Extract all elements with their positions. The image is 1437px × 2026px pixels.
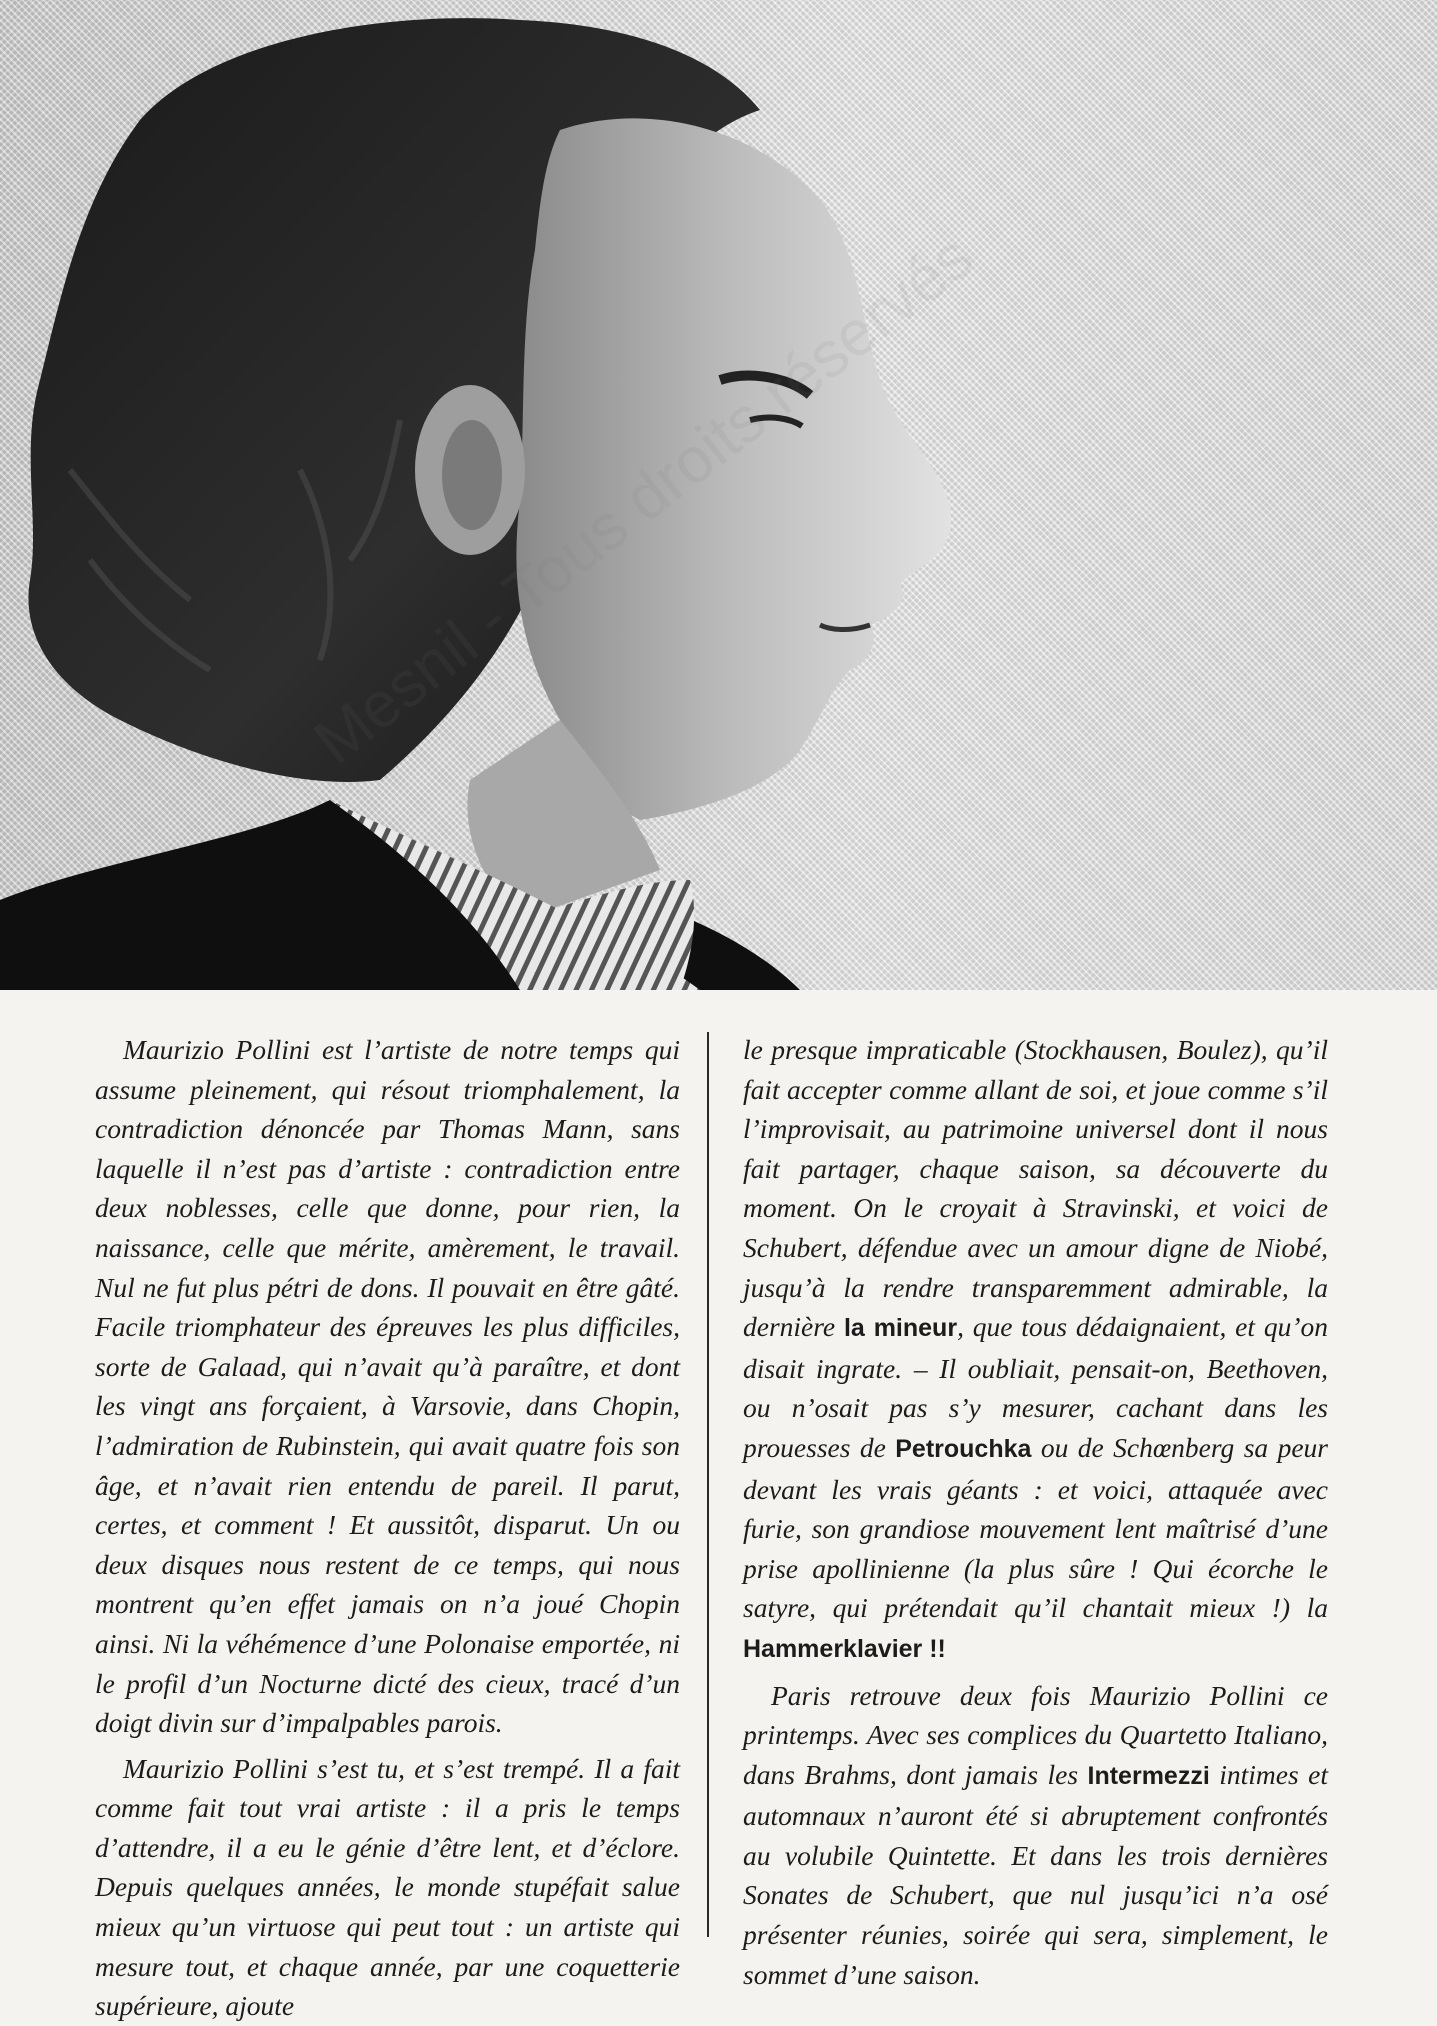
work-title: Hammerklavier !! <box>743 1634 946 1663</box>
article-column-left <box>95 1030 680 2026</box>
text-run: ou de Schœnberg sa peur devant les vrais géants : et voici, attaquée avec furie, son grandiose mouvement lent maîtrisé d’une prise apollinienne (la plus sûre ! Qui écorche le satyre, qui prétendait qu’il chantait mieux !) la <box>743 1431 1328 1624</box>
article-body <box>95 1030 1345 2022</box>
watermark: réservés <box>748 220 986 428</box>
work-title: la mineur <box>843 1314 958 1343</box>
text-run: le presque impraticable (Stockhausen, Boulez), qu’il fait accepter comme allant de soi, et joue comme s’il l’improvisait, au patrimoine universel dont il nous fait partager, chaque saison, sa découverte du moment. On le croyait à Stravinski, et voici de Schubert, défendue avec un amour digne de Niobé, jusqu’à la rendre transparemment admirable, la dernière <box>743 1034 1328 1343</box>
paragraph <box>743 1030 1328 1670</box>
jacket-shape <box>0 800 520 990</box>
paragraph: Maurizio Pollini est l’artiste de notre temps qui assume pleinement, qui résout triomphalement, la contradiction dénoncée par Thomas Mann, sans laquelle il n’est pas d’artiste : contradiction entre deux noblesses, celle que donne, pour rien, la naissance, celle que mérite, amèrement, le travail. Nul ne fut plus pétri de dons. Il pouvait en être gâté. Facile triomphateur des épreuves les plus difficiles, sorte de Galaad, qui n’avait qu’à paraître, et dont les vingt ans forçaient, à Varsovie, dans Chopin, l’admiration de Rubinstein, qui avait quatre fois son âge, et n’avait rien entendu de pareil. Il parut, certes, et comment ! Et aussitôt, disparut. Un ou deux disques nous restent de ce temps, qui nous montrent qu’en effet jamais on n’a joué Chopin ainsi. Ni la véhémence d’une Polonaise emportée, ni le profil d’un Nocturne dicté des cieux, tracé d’un doigt divin sur d’impalpables parois. <box>95 1034 680 1739</box>
text-run: Paris retrouve deux fois Maurizio Pollini ce printemps. Avec ses complices du Quartetto Italiano, dans Brahms, dont jamais les <box>743 1679 1328 1790</box>
portrait-photo <box>0 0 1437 990</box>
text-run: , que tous dédaignaient, et qu’on disait ingrate. – Il oubliait, pensait-on, Beethoven, ou n’osait pas s’y mesurer, cachant dans les prouesses de <box>743 1311 1328 1463</box>
work-title: Petrouchka <box>895 1434 1032 1463</box>
face-shape <box>516 118 951 820</box>
paragraph: Maurizio Pollini s’est tu, et s’est trempé. Il a fait comme fait tout vrai artiste : il a pris le temps d’attendre, il a eu le génie d’être lent, et d’éclore. Depuis quelques années, le monde stupéfait salue mieux qu’un virtuose qui peut tout : un artiste qui mesure tout, et chaque année, par une coquetterie supérieure, ajoute <box>95 1752 680 2022</box>
article-column-right <box>743 1030 1328 1994</box>
paragraph <box>743 1676 1328 1995</box>
work-title: Intermezzi <box>1087 1761 1210 1790</box>
portrait-illustration <box>0 0 1437 990</box>
text-run: intimes et automnaux n’auront été si abruptement confrontés au volubile Quintette. Et dans les trois dernières Sonates de Schubert, que nul jusqu’ici n’a osé présenter réunies, soirée qui sera, simplement, le sommet d’une saison. <box>743 1758 1328 1990</box>
column-divider <box>707 1032 709 1937</box>
